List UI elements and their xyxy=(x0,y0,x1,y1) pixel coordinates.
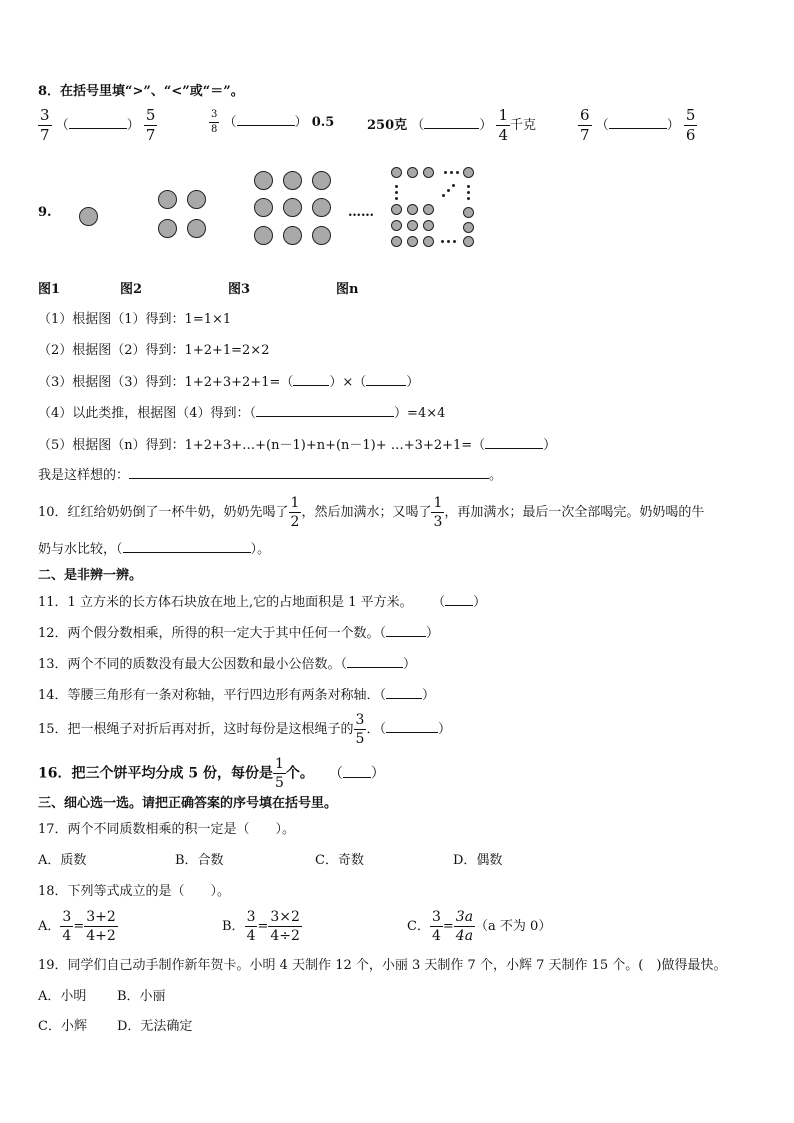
fraction: $\frac{3}{7}$ xyxy=(40,106,50,144)
answer-blank[interactable] xyxy=(293,375,329,386)
dot xyxy=(407,236,418,247)
answer-blank[interactable] xyxy=(366,375,406,386)
fraction: $\frac{3a}{4a}$ xyxy=(455,909,474,944)
small-dot xyxy=(395,191,398,194)
answer-blank[interactable] xyxy=(123,542,251,553)
figure-label-3: 图3 xyxy=(228,282,251,297)
answer-blank[interactable] xyxy=(445,595,473,606)
small-dot xyxy=(447,189,450,192)
fraction: $\frac{6}{7}$ xyxy=(580,106,590,144)
q16: 16．把三个饼平均分成 5 份，每份是 $\frac{1}{5}$ 个。 （ ） xyxy=(38,756,385,791)
answer-blank[interactable] xyxy=(386,722,438,733)
q10-line-2: 奶与水比较，（ ）。 xyxy=(38,542,271,557)
dot xyxy=(423,167,434,178)
q9-line-1: （1）根据图（1）得到：1=1×1 xyxy=(38,312,232,327)
ellipsis: …… xyxy=(348,205,374,220)
q9-line-4: （4）以此类推，根据图（4）得到：（ ）=4×4 xyxy=(38,406,446,421)
q17-option-d[interactable]: D．偶数 xyxy=(453,853,503,868)
small-dot xyxy=(447,240,450,243)
dot xyxy=(423,204,434,215)
dot xyxy=(463,207,474,218)
q18: 18．下列等式成立的是（ ）。 xyxy=(38,884,231,899)
fraction: $\frac{3}{4}$ xyxy=(62,909,72,944)
figure-label-2: 图2 xyxy=(120,282,143,297)
fraction: $\frac{3+2}{4+2}$ xyxy=(86,909,116,944)
q9-number: 9. xyxy=(38,205,52,220)
dot xyxy=(463,236,474,247)
fraction: $\frac{1}{4}$ xyxy=(498,106,508,144)
q13: 13．两个不同的质数没有最大公因数和最小公倍数。（ ） xyxy=(38,657,417,672)
small-dot xyxy=(467,191,470,194)
answer-blank[interactable] xyxy=(347,657,403,668)
q8-title: 8．在括号里填“>”、“<”或“＝”。 xyxy=(38,84,244,99)
q11: 11．1 立方米的长方体石块放在地上,它的占地面积是 1 平方米。 （ ） xyxy=(38,595,487,610)
dot xyxy=(283,171,302,190)
dot xyxy=(407,204,418,215)
dot xyxy=(187,190,206,209)
dot xyxy=(158,219,177,238)
figure-label-n: 图n xyxy=(336,282,359,297)
q8-item-2: $\frac{3}{8}$ （ ） 0.5 xyxy=(211,109,335,135)
q18-option-c[interactable]: C． $\frac{3}{4}$ = $\frac{3a}{4a}$ （a 不为 0） xyxy=(407,909,552,944)
q14: 14．等腰三角形有一条对称轴，平行四边形有两条对称轴．（ ） xyxy=(38,688,436,703)
dot xyxy=(79,207,98,226)
dot xyxy=(312,226,331,245)
small-dot xyxy=(467,197,470,200)
q17-option-a[interactable]: A．质数 xyxy=(38,853,87,868)
answer-blank[interactable] xyxy=(424,118,479,129)
dot xyxy=(254,171,273,190)
answer-blank[interactable] xyxy=(256,406,394,417)
q12: 12．两个假分数相乘，所得的积一定大于其中任何一个数。（ ） xyxy=(38,626,440,641)
fraction: $\frac{5}{7}$ xyxy=(145,106,156,144)
dot xyxy=(312,171,331,190)
dot xyxy=(283,198,302,217)
q19-option-c[interactable]: C．小辉 xyxy=(38,1019,87,1034)
section-3-title: 三、细心选一选。请把正确答案的序号填在括号里。 xyxy=(38,796,338,811)
q18-option-b[interactable]: B． $\frac{3}{4}$ = $\frac{3\times 2}{4\div 2}$ xyxy=(222,909,300,944)
fraction: $\frac{3}{4}$ xyxy=(246,909,256,944)
q19-option-a[interactable]: A．小明 xyxy=(38,989,87,1004)
dot xyxy=(254,226,273,245)
answer-blank[interactable] xyxy=(386,626,426,637)
dot xyxy=(423,220,434,231)
fraction: $\frac{3}{4}$ xyxy=(431,909,441,944)
q8-item-1: $\frac{3}{7}$ （ ） $\frac{5}{7}$ xyxy=(40,106,156,144)
dot xyxy=(391,236,402,247)
dot xyxy=(407,167,418,178)
answer-blank[interactable] xyxy=(129,468,489,479)
q18-option-a[interactable]: A． $\frac{3}{4}$ = $\frac{3+2}{4+2}$ xyxy=(38,909,116,944)
dot xyxy=(423,236,434,247)
dot xyxy=(158,190,177,209)
fraction: $\frac{3\times 2}{4\div 2}$ xyxy=(270,909,300,944)
fraction: $\frac{1}{3}$ xyxy=(433,495,443,530)
q17-option-c[interactable]: C．奇数 xyxy=(315,853,364,868)
q9-line-2: （2）根据图（2）得到：1+2+1=2×2 xyxy=(38,343,270,358)
small-dot xyxy=(452,184,455,187)
q17: 17．两个不同质数相乘的积一定是（ ）。 xyxy=(38,822,296,837)
q8-item-3: 250克 （ ） $\frac{1}{4}$ 千克 xyxy=(367,106,537,144)
small-dot xyxy=(441,240,444,243)
answer-blank[interactable] xyxy=(485,438,543,449)
dot xyxy=(463,167,474,178)
small-dot xyxy=(450,171,453,174)
answer-blank[interactable] xyxy=(386,688,422,699)
dot xyxy=(254,198,273,217)
small-dot xyxy=(395,197,398,200)
small-dot xyxy=(467,185,470,188)
answer-blank[interactable] xyxy=(69,118,127,129)
small-dot xyxy=(453,240,456,243)
figure-label-1: 图1 xyxy=(38,282,61,297)
small-dot xyxy=(456,171,459,174)
small-dot xyxy=(395,185,398,188)
q10-line-1: 10．红红给奶奶倒了一杯牛奶，奶奶先喝了 $\frac{1}{2}$ ，然后加满水；又喝了 $\frac{1}{3}$ ，再加满水；最后一次全部喝完。奶奶喝的牛 xyxy=(38,495,705,530)
dot xyxy=(391,220,402,231)
q15: 15．把一根绳子对折后再对折，这时每份是这根绳子的 $\frac{3}{5}$ ．（ ） xyxy=(38,712,451,747)
answer-blank[interactable] xyxy=(343,767,371,778)
q17-option-b[interactable]: B．合数 xyxy=(175,853,224,868)
q19: 19．同学们自己动手制作新年贺卡。小明 4 天制作 12 个，小丽 3 天制作 7 个，小辉 7 天制作 15 个。( )做得最快。 xyxy=(38,958,727,973)
dot xyxy=(407,220,418,231)
fraction: $\frac{3}{5}$ xyxy=(355,712,365,747)
q19-option-d[interactable]: D．无法确定 xyxy=(117,1019,193,1034)
fraction: $\frac{1}{2}$ xyxy=(290,495,300,530)
answer-blank[interactable] xyxy=(609,118,667,129)
answer-blank[interactable] xyxy=(237,115,295,126)
fraction: $\frac{5}{6}$ xyxy=(685,106,696,144)
dot xyxy=(391,204,402,215)
fraction: $\frac{3}{8}$ xyxy=(211,109,218,135)
q9-line-3: （3）根据图（3）得到：1+2+3+2+1=（ ）×（ ） xyxy=(38,375,420,390)
dot xyxy=(391,167,402,178)
small-dot xyxy=(444,171,447,174)
dot xyxy=(312,198,331,217)
q9-reason: 我是这样想的： 。 xyxy=(38,468,503,483)
fraction: $\frac{1}{5}$ xyxy=(274,756,284,791)
section-2-title: 二、是非辨一辨。 xyxy=(38,568,143,583)
dot xyxy=(463,222,474,233)
dot xyxy=(187,219,206,238)
q8-item-4: $\frac{6}{7}$ （ ） $\frac{5}{6}$ xyxy=(580,106,696,144)
q9-line-5: （5）根据图（n）得到：1+2+3+…+(n－1)+n+(n－1)+ …+3+2+1=（ ） xyxy=(38,438,557,453)
small-dot xyxy=(442,194,445,197)
q19-option-b[interactable]: B．小丽 xyxy=(117,989,166,1004)
dot xyxy=(283,226,302,245)
